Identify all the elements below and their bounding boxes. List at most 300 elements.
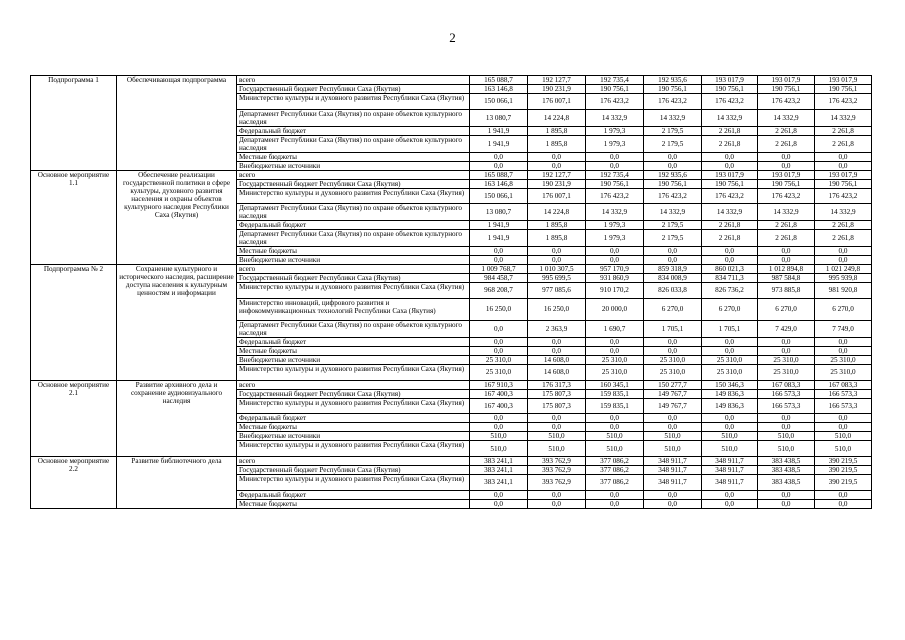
amount-cell: 175 807,3	[528, 398, 586, 414]
amount-cell: 176 423,2	[702, 188, 758, 204]
amount-cell: 150 277,7	[644, 380, 702, 389]
amount-cell: 0,0	[758, 490, 815, 499]
amount-cell: 0,0	[702, 247, 758, 256]
amount-cell: 2 261,8	[702, 221, 758, 230]
amount-cell: 190 756,1	[586, 179, 644, 188]
amount-cell: 193 017,9	[702, 76, 758, 85]
amount-cell: 0,0	[470, 490, 528, 499]
amount-cell: 0,0	[702, 347, 758, 356]
amount-cell: 176 423,2	[586, 94, 644, 110]
amount-cell: 0,0	[702, 414, 758, 423]
page-number: 2	[449, 30, 456, 45]
amount-cell: 0,0	[758, 414, 815, 423]
block-title: Обеспечение реализации государственной политики в сфере культуры, духовного развития населения и охраны объектов культурного наследия Республики Саха (Якутия)	[117, 170, 237, 265]
amount-cell: 383 241,1	[470, 456, 528, 465]
amount-cell: 860 021,3	[702, 265, 758, 274]
amount-cell: 348 911,7	[702, 456, 758, 465]
amount-cell: 0,0	[470, 423, 528, 432]
amount-cell: 2 261,8	[702, 230, 758, 247]
amount-cell: 1 895,8	[528, 221, 586, 230]
amount-cell: 166 573,3	[815, 389, 872, 398]
amount-cell: 0,0	[644, 423, 702, 432]
funding-source: Министерство культуры и духовного развития Республики Саха (Якутия)	[237, 365, 470, 381]
amount-cell: 510,0	[528, 441, 586, 457]
table-row	[31, 265, 872, 274]
amount-cell: 510,0	[586, 441, 644, 457]
amount-cell: 163 146,8	[470, 179, 528, 188]
amount-cell: 7 749,0	[815, 321, 872, 338]
amount-cell: 0,0	[470, 256, 528, 265]
amount-cell: 0,0	[758, 338, 815, 347]
amount-cell: 0,0	[528, 161, 586, 170]
amount-cell: 510,0	[644, 432, 702, 441]
amount-cell: 25 310,0	[586, 356, 644, 365]
amount-cell: 2 363,9	[528, 321, 586, 338]
amount-cell: 0,0	[644, 414, 702, 423]
funding-source: Местные бюджеты	[237, 247, 470, 256]
amount-cell: 25 310,0	[758, 365, 815, 381]
amount-cell: 0,0	[644, 347, 702, 356]
amount-cell: 377 086,2	[586, 474, 644, 490]
amount-cell: 13 080,7	[470, 204, 528, 221]
amount-cell: 1 012 894,8	[758, 265, 815, 274]
amount-cell: 0,0	[815, 161, 872, 170]
funding-source: Внебюджетные источники	[237, 432, 470, 441]
block-title: Развитие архивного дела и сохранение аудиовизуального наследия	[117, 380, 237, 456]
amount-cell: 826 033,8	[644, 283, 702, 299]
amount-cell: 0,0	[586, 161, 644, 170]
amount-cell: 0,0	[586, 338, 644, 347]
amount-cell: 16 250,0	[528, 298, 586, 320]
amount-cell: 149 767,7	[644, 398, 702, 414]
funding-source: всего	[237, 456, 470, 465]
funding-source: Государственный бюджет Республики Саха (Якутия)	[237, 465, 470, 474]
amount-cell: 510,0	[528, 432, 586, 441]
amount-cell: 995 939,8	[815, 274, 872, 283]
funding-source: Министерство культуры и духовного развития Республики Саха (Якутия)	[237, 94, 470, 110]
amount-cell: 383 241,1	[470, 474, 528, 490]
amount-cell: 383 438,5	[758, 474, 815, 490]
amount-cell: 1 979,3	[586, 221, 644, 230]
amount-cell: 0,0	[815, 152, 872, 161]
amount-cell: 2 261,8	[758, 230, 815, 247]
funding-source: Министерство инноваций, цифрового развития и инфокоммуникационных технологий Республики Саха (Якутия)	[237, 298, 470, 320]
amount-cell: 987 584,8	[758, 274, 815, 283]
amount-cell: 25 310,0	[644, 356, 702, 365]
amount-cell: 0,0	[644, 338, 702, 347]
amount-cell: 176 423,2	[644, 188, 702, 204]
amount-cell: 14 608,0	[528, 356, 586, 365]
amount-cell: 510,0	[470, 441, 528, 457]
funding-source: Министерство культуры и духовного развития Республики Саха (Якутия)	[237, 188, 470, 204]
amount-cell: 0,0	[470, 247, 528, 256]
amount-cell: 190 756,1	[702, 179, 758, 188]
amount-cell: 1 010 307,5	[528, 265, 586, 274]
amount-cell: 348 911,7	[702, 465, 758, 474]
amount-cell: 383 438,5	[758, 456, 815, 465]
amount-cell: 973 885,8	[758, 283, 815, 299]
amount-cell: 176 423,2	[586, 188, 644, 204]
funding-source: Департамент Республики Саха (Якутия) по охране объектов культурного наследия	[237, 109, 470, 126]
amount-cell: 0,0	[815, 490, 872, 499]
amount-cell: 176 423,2	[815, 188, 872, 204]
table-row	[31, 76, 872, 85]
amount-cell: 348 911,7	[644, 456, 702, 465]
amount-cell: 167 083,3	[758, 380, 815, 389]
funding-source: Государственный бюджет Республики Саха (Якутия)	[237, 179, 470, 188]
amount-cell: 981 920,8	[815, 283, 872, 299]
amount-cell: 0,0	[815, 247, 872, 256]
amount-cell: 14 332,9	[702, 109, 758, 126]
amount-cell: 510,0	[758, 441, 815, 457]
amount-cell: 176 423,2	[758, 94, 815, 110]
amount-cell: 510,0	[758, 432, 815, 441]
funding-source: Местные бюджеты	[237, 347, 470, 356]
amount-cell: 0,0	[702, 152, 758, 161]
amount-cell: 16 250,0	[470, 298, 528, 320]
amount-cell: 193 017,9	[758, 170, 815, 179]
amount-cell: 393 762,9	[528, 474, 586, 490]
amount-cell: 192 127,7	[528, 170, 586, 179]
amount-cell: 1 895,8	[528, 230, 586, 247]
amount-cell: 1 021 249,8	[815, 265, 872, 274]
funding-source: всего	[237, 76, 470, 85]
amount-cell: 390 219,5	[815, 456, 872, 465]
amount-cell: 25 310,0	[470, 365, 528, 381]
amount-cell: 159 835,1	[586, 389, 644, 398]
amount-cell: 176 423,2	[702, 94, 758, 110]
block-label: Основное мероприятие 2.2	[31, 456, 117, 508]
amount-cell: 176 423,2	[758, 188, 815, 204]
funding-source: Внебюджетные источники	[237, 161, 470, 170]
amount-cell: 167 400,3	[470, 398, 528, 414]
amount-cell: 510,0	[815, 432, 872, 441]
amount-cell: 0,0	[815, 338, 872, 347]
amount-cell: 0,0	[470, 152, 528, 161]
amount-cell: 190 756,1	[644, 179, 702, 188]
amount-cell: 0,0	[815, 499, 872, 508]
amount-cell: 968 208,7	[470, 283, 528, 299]
funding-source: всего	[237, 170, 470, 179]
amount-cell: 1 705,1	[644, 321, 702, 338]
amount-cell: 0,0	[528, 499, 586, 508]
funding-source: Департамент Республики Саха (Якутия) по охране объектов культурного наследия	[237, 321, 470, 338]
amount-cell: 348 911,7	[644, 465, 702, 474]
amount-cell: 393 762,9	[528, 456, 586, 465]
amount-cell: 348 911,7	[702, 474, 758, 490]
amount-cell: 175 807,3	[528, 389, 586, 398]
amount-cell: 2 261,8	[758, 135, 815, 152]
funding-source: Федеральный бюджет	[237, 338, 470, 347]
amount-cell: 2 179,5	[644, 230, 702, 247]
amount-cell: 0,0	[644, 490, 702, 499]
funding-source: Внебюджетные источники	[237, 256, 470, 265]
amount-cell: 14 332,9	[586, 109, 644, 126]
amount-cell: 377 086,2	[586, 456, 644, 465]
amount-cell: 0,0	[586, 152, 644, 161]
amount-cell: 2 261,8	[702, 135, 758, 152]
amount-cell: 25 310,0	[644, 365, 702, 381]
amount-cell: 0,0	[702, 490, 758, 499]
amount-cell: 190 756,1	[815, 179, 872, 188]
amount-cell: 995 699,5	[528, 274, 586, 283]
amount-cell: 160 345,1	[586, 380, 644, 389]
amount-cell: 2 179,5	[644, 221, 702, 230]
amount-cell: 0,0	[758, 499, 815, 508]
amount-cell: 0,0	[586, 256, 644, 265]
amount-cell: 190 756,1	[758, 85, 815, 94]
amount-cell: 25 310,0	[815, 356, 872, 365]
amount-cell: 166 573,3	[758, 398, 815, 414]
amount-cell: 0,0	[644, 256, 702, 265]
amount-cell: 150 066,1	[470, 188, 528, 204]
amount-cell: 13 080,7	[470, 109, 528, 126]
amount-cell: 25 310,0	[702, 365, 758, 381]
amount-cell: 190 231,9	[528, 179, 586, 188]
amount-cell: 190 756,1	[758, 179, 815, 188]
funding-source: Государственный бюджет Республики Саха (Якутия)	[237, 274, 470, 283]
amount-cell: 1 895,8	[528, 135, 586, 152]
funding-source: Министерство культуры и духовного развития Республики Саха (Якутия)	[237, 398, 470, 414]
amount-cell: 0,0	[702, 161, 758, 170]
funding-source: Местные бюджеты	[237, 152, 470, 161]
amount-cell: 0,0	[586, 490, 644, 499]
amount-cell: 0,0	[586, 414, 644, 423]
block-label: Подпрограмма 1	[31, 76, 117, 171]
amount-cell: 176 317,3	[528, 380, 586, 389]
amount-cell: 190 756,1	[644, 85, 702, 94]
funding-source: Местные бюджеты	[237, 423, 470, 432]
amount-cell: 2 261,8	[815, 135, 872, 152]
amount-cell: 6 270,0	[758, 298, 815, 320]
amount-cell: 0,0	[758, 256, 815, 265]
amount-cell: 0,0	[586, 423, 644, 432]
amount-cell: 393 762,9	[528, 465, 586, 474]
amount-cell: 0,0	[815, 347, 872, 356]
amount-cell: 0,0	[644, 152, 702, 161]
funding-source: Министерство культуры и духовного развития Республики Саха (Якутия)	[237, 283, 470, 299]
funding-source: Внебюджетные источники	[237, 356, 470, 365]
amount-cell: 0,0	[702, 256, 758, 265]
amount-cell: 176 423,2	[815, 94, 872, 110]
amount-cell: 176 007,1	[528, 188, 586, 204]
amount-cell: 2 261,8	[702, 126, 758, 135]
amount-cell: 0,0	[528, 490, 586, 499]
funding-source: Департамент Республики Саха (Якутия) по охране объектов культурного наследия	[237, 230, 470, 247]
amount-cell: 0,0	[702, 338, 758, 347]
amount-cell: 167 400,3	[470, 389, 528, 398]
amount-cell: 910 170,2	[586, 283, 644, 299]
amount-cell: 149 767,7	[644, 389, 702, 398]
amount-cell: 14 332,9	[758, 109, 815, 126]
funding-source: Государственный бюджет Республики Саха (Якутия)	[237, 389, 470, 398]
amount-cell: 390 219,5	[815, 474, 872, 490]
amount-cell: 826 736,2	[702, 283, 758, 299]
amount-cell: 0,0	[758, 423, 815, 432]
amount-cell: 1 979,3	[586, 126, 644, 135]
amount-cell: 2 179,5	[644, 126, 702, 135]
amount-cell: 20 000,0	[586, 298, 644, 320]
amount-cell: 0,0	[470, 161, 528, 170]
amount-cell: 6 270,0	[644, 298, 702, 320]
amount-cell: 390 219,5	[815, 465, 872, 474]
funding-source: Федеральный бюджет	[237, 126, 470, 135]
funding-source: всего	[237, 380, 470, 389]
amount-cell: 0,0	[758, 152, 815, 161]
amount-cell: 510,0	[644, 441, 702, 457]
block-title: Развитие библиотечного дела	[117, 456, 237, 508]
amount-cell: 510,0	[586, 432, 644, 441]
amount-cell: 0,0	[815, 414, 872, 423]
amount-cell: 176 007,1	[528, 94, 586, 110]
amount-cell: 2 261,8	[815, 221, 872, 230]
amount-cell: 14 608,0	[528, 365, 586, 381]
amount-cell: 193 017,9	[815, 76, 872, 85]
amount-cell: 167 083,3	[815, 380, 872, 389]
funding-source: всего	[237, 265, 470, 274]
amount-cell: 2 261,8	[815, 126, 872, 135]
amount-cell: 150 066,1	[470, 94, 528, 110]
amount-cell: 0,0	[528, 152, 586, 161]
amount-cell: 2 261,8	[815, 230, 872, 247]
funding-source: Департамент Республики Саха (Якутия) по охране объектов культурного наследия	[237, 135, 470, 152]
amount-cell: 14 332,9	[702, 204, 758, 221]
amount-cell: 1 690,7	[586, 321, 644, 338]
table-row	[31, 456, 872, 465]
amount-cell: 190 231,9	[528, 85, 586, 94]
amount-cell: 834 008,9	[644, 274, 702, 283]
amount-cell: 190 756,1	[702, 85, 758, 94]
amount-cell: 190 756,1	[815, 85, 872, 94]
amount-cell: 931 860,9	[586, 274, 644, 283]
amount-cell: 190 756,1	[586, 85, 644, 94]
amount-cell: 0,0	[586, 247, 644, 256]
amount-cell: 0,0	[815, 423, 872, 432]
amount-cell: 14 224,8	[528, 109, 586, 126]
amount-cell: 0,0	[758, 247, 815, 256]
amount-cell: 192 735,4	[586, 170, 644, 179]
funding-source: Федеральный бюджет	[237, 414, 470, 423]
funding-source: Местные бюджеты	[237, 499, 470, 508]
amount-cell: 14 332,9	[815, 204, 872, 221]
amount-cell: 176 423,2	[644, 94, 702, 110]
block-label: Основное мероприятие 1.1	[31, 170, 117, 265]
amount-cell: 0,0	[758, 161, 815, 170]
amount-cell: 149 836,3	[702, 398, 758, 414]
amount-cell: 0,0	[470, 499, 528, 508]
amount-cell: 0,0	[758, 347, 815, 356]
amount-cell: 192 935,6	[644, 170, 702, 179]
amount-cell: 834 711,3	[702, 274, 758, 283]
amount-cell: 6 270,0	[702, 298, 758, 320]
amount-cell: 166 573,3	[815, 398, 872, 414]
amount-cell: 2 179,5	[644, 135, 702, 152]
amount-cell: 0,0	[644, 161, 702, 170]
amount-cell: 1 941,9	[470, 221, 528, 230]
amount-cell: 193 017,9	[815, 170, 872, 179]
budget-table	[30, 75, 872, 509]
amount-cell: 1 895,8	[528, 126, 586, 135]
block-title: Сохранение культурного и исторического наследия, расширение доступа населения к культурным ценностям и информации	[117, 265, 237, 381]
amount-cell: 14 332,9	[586, 204, 644, 221]
amount-cell: 149 836,3	[702, 389, 758, 398]
amount-cell: 0,0	[470, 338, 528, 347]
amount-cell: 0,0	[470, 347, 528, 356]
amount-cell: 25 310,0	[586, 365, 644, 381]
amount-cell: 0,0	[528, 338, 586, 347]
amount-cell: 6 270,0	[815, 298, 872, 320]
amount-cell: 1 941,9	[470, 126, 528, 135]
amount-cell: 0,0	[702, 423, 758, 432]
amount-cell: 25 310,0	[758, 356, 815, 365]
table-row	[31, 380, 872, 389]
amount-cell: 977 085,6	[528, 283, 586, 299]
amount-cell: 0,0	[528, 423, 586, 432]
amount-cell: 0,0	[470, 321, 528, 338]
amount-cell: 0,0	[815, 256, 872, 265]
amount-cell: 510,0	[702, 441, 758, 457]
amount-cell: 1 979,3	[586, 230, 644, 247]
amount-cell: 192 735,4	[586, 76, 644, 85]
amount-cell: 348 911,7	[644, 474, 702, 490]
amount-cell: 25 310,0	[702, 356, 758, 365]
amount-cell: 377 086,2	[586, 465, 644, 474]
amount-cell: 859 318,9	[644, 265, 702, 274]
amount-cell: 0,0	[644, 247, 702, 256]
amount-cell: 150 346,3	[702, 380, 758, 389]
amount-cell: 192 127,7	[528, 76, 586, 85]
amount-cell: 14 332,9	[644, 109, 702, 126]
amount-cell: 510,0	[815, 441, 872, 457]
amount-cell: 0,0	[528, 256, 586, 265]
funding-source: Федеральный бюджет	[237, 221, 470, 230]
funding-source: Министерство культуры и духовного развития Республики Саха (Якутия)	[237, 441, 470, 457]
block-label: Основное мероприятие 2.1	[31, 380, 117, 456]
funding-source: Министерство культуры и духовного развития Республики Саха (Якутия)	[237, 474, 470, 490]
amount-cell: 1 941,9	[470, 135, 528, 152]
amount-cell: 166 573,3	[758, 389, 815, 398]
amount-cell: 193 017,9	[758, 76, 815, 85]
amount-cell: 165 088,7	[470, 76, 528, 85]
amount-cell: 14 332,9	[815, 109, 872, 126]
amount-cell: 1 705,1	[702, 321, 758, 338]
funding-source: Департамент Республики Саха (Якутия) по охране объектов культурного наследия	[237, 204, 470, 221]
amount-cell: 383 438,5	[758, 465, 815, 474]
amount-cell: 192 935,6	[644, 76, 702, 85]
amount-cell: 984 458,7	[470, 274, 528, 283]
amount-cell: 14 332,9	[758, 204, 815, 221]
amount-cell: 25 310,0	[470, 356, 528, 365]
funding-source: Федеральный бюджет	[237, 490, 470, 499]
amount-cell: 510,0	[470, 432, 528, 441]
amount-cell: 957 170,9	[586, 265, 644, 274]
amount-cell: 0,0	[528, 247, 586, 256]
funding-source: Государственный бюджет Республики Саха (Якутия)	[237, 85, 470, 94]
amount-cell: 14 224,8	[528, 204, 586, 221]
block-title: Обеспечивающая подпрограмма	[117, 76, 237, 171]
amount-cell: 2 261,8	[758, 221, 815, 230]
amount-cell: 159 835,1	[586, 398, 644, 414]
amount-cell: 383 241,1	[470, 465, 528, 474]
amount-cell: 0,0	[470, 414, 528, 423]
amount-cell: 1 009 768,7	[470, 265, 528, 274]
amount-cell: 167 910,3	[470, 380, 528, 389]
amount-cell: 0,0	[702, 499, 758, 508]
amount-cell: 193 017,9	[702, 170, 758, 179]
amount-cell: 163 146,8	[470, 85, 528, 94]
table-row	[31, 170, 872, 179]
block-label: Подпрограмма № 2	[31, 265, 117, 381]
